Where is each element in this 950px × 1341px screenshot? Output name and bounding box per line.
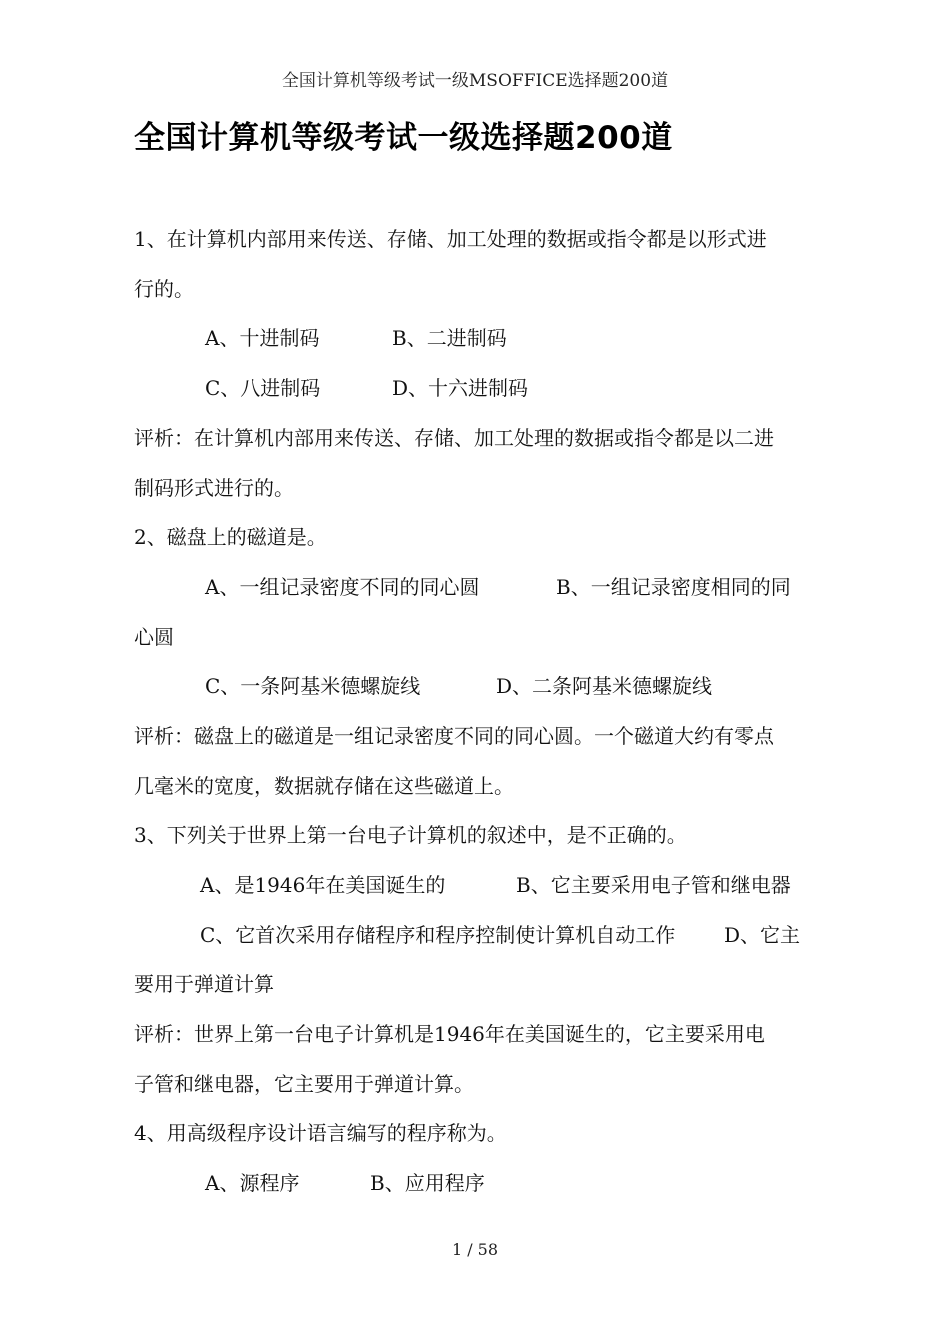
- question-2-option-d: D、二条阿基米德螺旋线: [496, 674, 713, 698]
- question-1-option-a: A、十进制码: [205, 326, 320, 350]
- page-number: 1 / 58: [451, 1240, 499, 1259]
- question-2-explanation: 评析：磁盘上的磁道是一组记录密度不同的同心圆。一个磁道大约有零点: [134, 724, 774, 748]
- question-2-option-b-cont: 心圆: [134, 625, 174, 649]
- question-2-option-b: B、一组记录密度相同的同: [556, 575, 791, 599]
- question-3-text: 3、下列关于世界上第一台电子计算机的叙述中，是不正确的。: [134, 823, 687, 847]
- question-3-option-d-cont: 要用于弹道计算: [134, 972, 274, 996]
- question-2-text: 2、磁盘上的磁道是。: [134, 525, 327, 549]
- question-1-explanation-cont: 制码形式进行的。: [134, 476, 294, 500]
- question-3-explanation-cont: 子管和继电器，它主要用于弹道计算。: [134, 1072, 474, 1096]
- question-1-text: 1、在计算机内部用来传送、存储、加工处理的数据或指令都是以形式进: [134, 227, 767, 251]
- question-3-option-c: C、它首次采用存储程序和程序控制使计算机自动工作: [200, 923, 676, 947]
- question-1-option-c: C、八进制码: [205, 376, 321, 400]
- question-1-option-d: D、十六进制码: [392, 376, 529, 400]
- document-title: 全国计算机等级考试一级选择题200道: [134, 120, 673, 156]
- question-1-text-cont: 行的。: [134, 277, 194, 301]
- question-4-option-a: A、源程序: [205, 1171, 300, 1195]
- question-3-option-b: B、它主要采用电子管和继电器: [516, 873, 791, 897]
- question-3-option-a: A、是1946年在美国诞生的: [200, 873, 446, 897]
- question-3-option-d: D、它主: [724, 923, 801, 947]
- question-1-option-b: B、二进制码: [392, 326, 507, 350]
- question-4-option-b: B、应用程序: [370, 1171, 485, 1195]
- question-2-option-a: A、一组记录密度不同的同心圆: [205, 575, 480, 599]
- question-3-explanation: 评析：世界上第一台电子计算机是1946年在美国诞生的，它主要采用电: [134, 1022, 765, 1046]
- question-4-text: 4、用高级程序设计语言编写的程序称为。: [134, 1121, 507, 1145]
- question-2-option-c: C、一条阿基米德螺旋线: [205, 674, 421, 698]
- question-1-explanation: 评析：在计算机内部用来传送、存储、加工处理的数据或指令都是以二进: [134, 426, 774, 450]
- question-2-explanation-cont: 几毫米的宽度，数据就存储在这些磁道上。: [134, 774, 514, 798]
- running-header: 全国计算机等级考试一级MSOFFICE选择题200道: [281, 71, 669, 91]
